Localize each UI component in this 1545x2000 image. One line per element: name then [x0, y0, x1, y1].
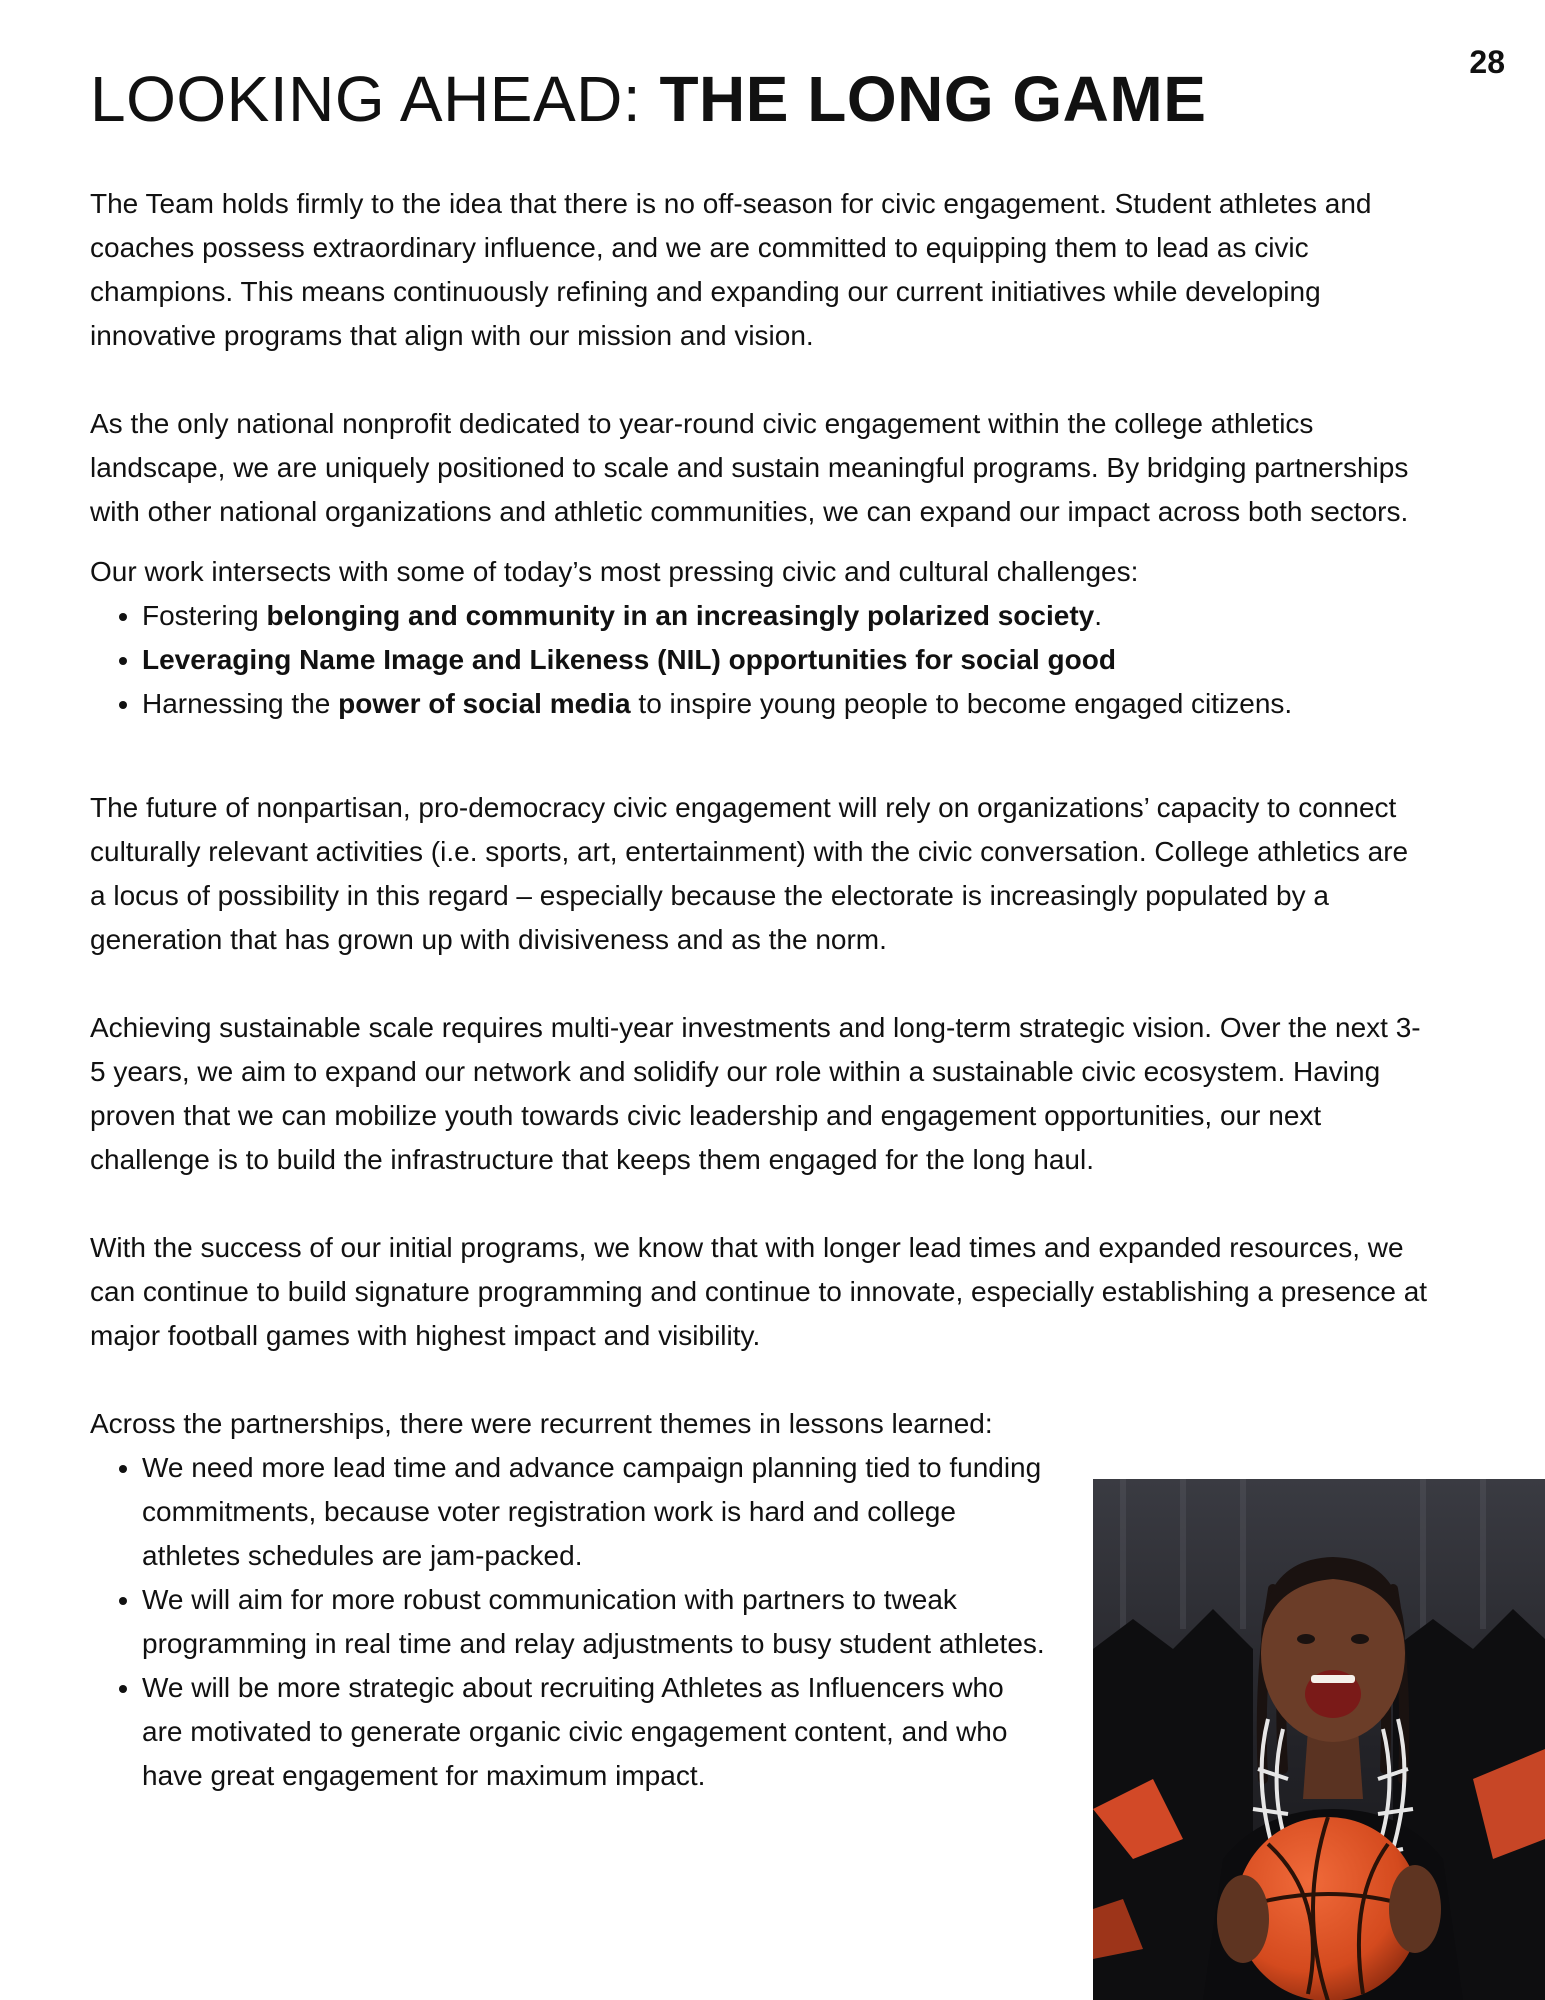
- lessons-list: [90, 1446, 1050, 1798]
- athlete-photo-illustration: [1093, 1479, 1545, 2000]
- lessons-section: [90, 1402, 1050, 1798]
- paragraph-success: With the success of our initial programs, we know that with longer lead times and expanded resources, we can continue to build signature programming and continue to innovate, especially establishing a presence at major football games with highest impact and visibility.: [90, 1232, 1428, 1351]
- list-item: • We will be more strategic about recruiting Athletes as Influencers who are motivated to generate organic civic engagement content, and who have great engagement for maximum impact.: [142, 1666, 1050, 1798]
- list-item-bold: Leveraging Name Image and Likeness (NIL) opportunities for social good: [142, 644, 1116, 675]
- page-number: 28: [1469, 44, 1505, 80]
- paragraph-intro: The Team holds firmly to the idea that there is no off-season for civic engagement. Student athletes and coaches possess extraordinary influence, and we are committed to equipping them to lead as civic champions. This means continuously refining and expanding our current initiatives while developing innovative programs that align with our mission and vision.: [90, 188, 1372, 351]
- paragraph-lessons-intro: Across the partnerships, there were recurrent themes in lessons learned:: [90, 1408, 993, 1439]
- list-item-text: Fostering: [142, 600, 267, 631]
- list-item-text: .: [1094, 600, 1102, 631]
- title-light: LOOKING AHEAD:: [90, 63, 642, 135]
- athlete-photo: [1093, 1479, 1545, 2000]
- list-item-text: to inspire young people to become engaged citizens.: [630, 688, 1293, 719]
- list-item: • We need more lead time and advance campaign planning tied to funding commitments, because voter registration work is hard and college athletes schedules are jam-packed.: [142, 1446, 1050, 1578]
- paragraph-nonprofit: As the only national nonprofit dedicated to year-round civic engagement within the college athletics landscape, we are uniquely positioned to scale and sustain meaningful programs. By bridging partnerships with other national organizations and athletic communities, we can expand our impact across both sectors.: [90, 408, 1409, 527]
- list-item: [142, 638, 1430, 682]
- list-item: [142, 594, 1430, 638]
- list-item-text: Harnessing the: [142, 688, 339, 719]
- page-title: [90, 62, 1206, 136]
- paragraph-challenges-intro: Our work intersects with some of today’s most pressing civic and cultural challenges:: [90, 556, 1139, 587]
- title-bold: THE LONG GAME: [659, 63, 1207, 135]
- list-item: • We will aim for more robust communication with partners to tweak programming in real time and relay adjustments to busy student athletes.: [142, 1578, 1050, 1666]
- paragraph-future: The future of nonpartisan, pro-democracy civic engagement will rely on organizations’ capacity to connect culturally relevant activities (i.e. sports, art, entertainment) with the civic conversation. College athletics are a locus of possibility in this regard – especially because the electorate is increasingly populated by a generation that has grown up with divisiveness and as the norm.: [90, 792, 1409, 955]
- paragraph-scale: Achieving sustainable scale requires multi-year investments and long-term strategic vision. Over the next 3-5 years, we aim to expand our network and solidify our role within a sustainable civic ecosystem. Having proven that we can mobilize youth towards civic leadership and engagement opportunities, our next challenge is to build the infrastructure that keeps them engaged for the long haul.: [90, 1012, 1421, 1175]
- list-item-bold: power of social media: [338, 688, 631, 719]
- list-item: [142, 682, 1430, 726]
- challenges-list: [90, 594, 1430, 726]
- list-item-bold: belonging and community in an increasingly polarized society: [266, 600, 1095, 631]
